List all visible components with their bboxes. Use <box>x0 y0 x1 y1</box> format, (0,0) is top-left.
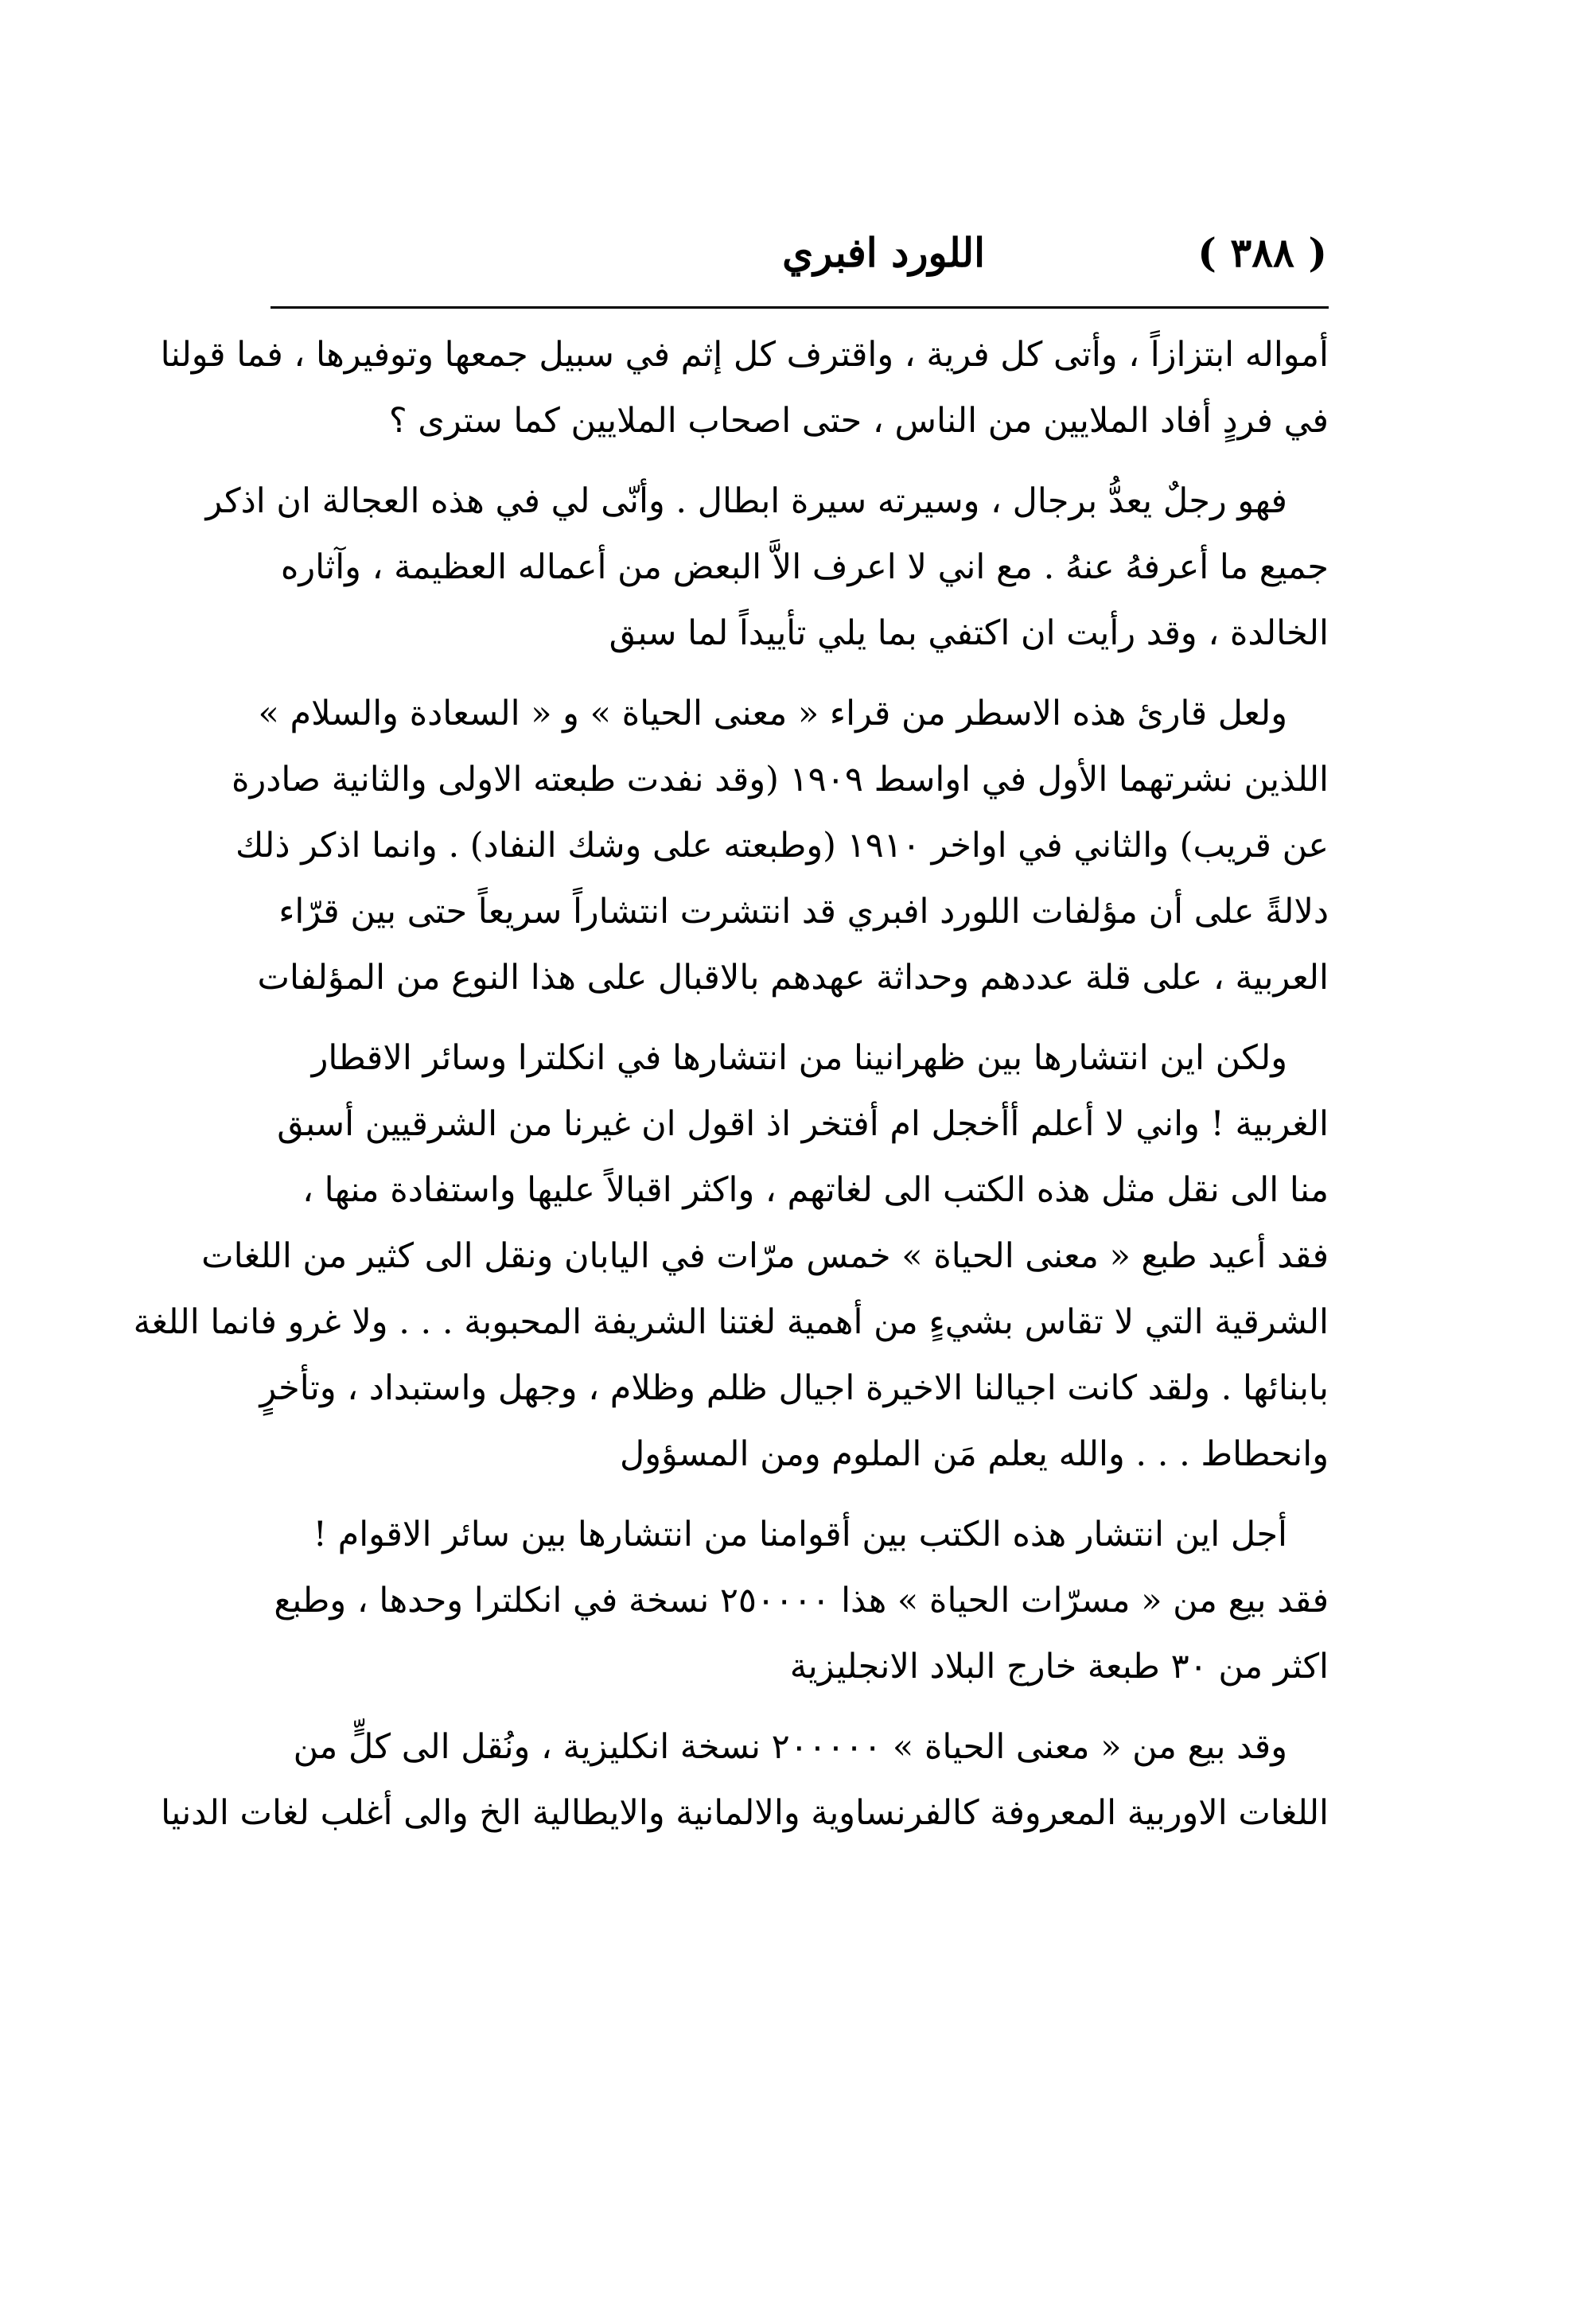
text-line: وقد بيع من « معنى الحياة » ٢٠٠٠٠٠ نسخة انكليزية ، ونُقل الى كلٍّ من <box>293 1727 1287 1767</box>
text-line: أمواله ابتزازاً ، وأتى كل فرية ، واقترف كل إثم في سبيل جمعها وتوفيرها ، فما قولنا <box>160 335 1329 375</box>
body-text <box>133 322 1329 1846</box>
text-line: ولعل قارئ هذه الاسطر من قراء « معنى الحياة » و « السعادة والسلام » <box>258 694 1287 733</box>
running-head <box>318 229 1327 301</box>
text-line: وانحطاط . . . والله يعلم مَن الملوم ومن المسؤول <box>619 1434 1329 1474</box>
text-line: اكثر من ٣٠ طبعة خارج البلاد الانجليزية <box>789 1647 1329 1687</box>
text-line: فهو رجلٌ يعدُّ برجال ، وسيرته سيرة ابطال . وأنّى لي في هذه العجالة ان اذكر <box>205 481 1287 521</box>
paragraph <box>160 322 1329 454</box>
text-line: اللذين نشرتهما الأول في اواسط ١٩٠٩ (وقد نفدت طبعته الاولى والثانية صادرة <box>231 760 1329 800</box>
text-line: الشرقية التي لا تقاس بشيءٍ من أهمية لغتنا الشريفة المحبوبة . . . ولا غرو فانما اللغة <box>133 1302 1329 1342</box>
text-line: دلالةً على أن مؤلفات اللورد افبري قد انتشرت انتشاراً سريعاً حتى بين قرّاء <box>278 892 1329 932</box>
paragraph <box>231 681 1329 1011</box>
text-line: منا الى نقل مثل هذه الكتب الى لغاتهم ، واكثر اقبالاً عليها واستفادة منها ، <box>302 1170 1329 1210</box>
text-line: أجل اين انتشار هذه الكتب بين أقوامنا من انتشارها بين سائر الاقوام ! <box>313 1515 1287 1554</box>
text-line: العربية ، على قلة عددهم وحداثة عهدهم بالاقبال على هذا النوع من المؤلفات <box>257 958 1329 998</box>
text-line: فقد أعيد طبع « معنى الحياة » خمس مرّات في اليابان ونقل الى كثير من اللغات <box>201 1236 1329 1276</box>
text-line: ولكن اين انتشارها بين ظهرانينا من انتشارها في انكلترا وسائر الاقطار <box>311 1038 1287 1078</box>
text-line: فقد بيع من « مسرّات الحياة » هذا ٢٥٠٠٠٠ نسخة في انكلترا وحدها ، وطبع <box>274 1581 1329 1620</box>
paragraph <box>205 469 1329 667</box>
paragraph <box>161 1714 1329 1846</box>
paragraph <box>271 1502 1329 1700</box>
text-line: اللغات الاوربية المعروفة كالفرنساوية والالمانية والايطالية الخ والى أغلب لغات الدنيا <box>161 1793 1329 1833</box>
text-line: في فردٍ أفاد الملايين من الناس ، حتى اصحاب الملايين كما سترى ؟ <box>388 401 1329 441</box>
text-line: عن قريب) والثاني في اواخر ١٩١٠ (وطبعته على وشك النفاد) . وانما اذكر ذلك <box>236 826 1329 866</box>
running-title: اللورد افبري <box>782 229 985 276</box>
page-number: ( ٣٨٨ ) <box>1197 229 1327 276</box>
text-line: الغربية ! واني لا أعلم أأخجل ام أفتخر اذ اقول ان غيرنا من الشرقيين أسبق <box>277 1104 1329 1144</box>
header-rule <box>271 306 1329 309</box>
paragraph <box>133 1025 1329 1488</box>
text-line: الخالدة ، وقد رأيت ان اكتفي بما يلي تأييداً لما سبق <box>609 613 1329 653</box>
text-line: جميع ما أعرفهُ عنهُ . مع اني لا اعرف الاَّ البعض من أعماله العظيمة ، وآثاره <box>280 547 1329 587</box>
text-line: بابنائها . ولقد كانت اجيالنا الاخيرة اجيال ظلم وظلام ، وجهل واستبداد ، وتأخرٍ <box>259 1368 1329 1408</box>
